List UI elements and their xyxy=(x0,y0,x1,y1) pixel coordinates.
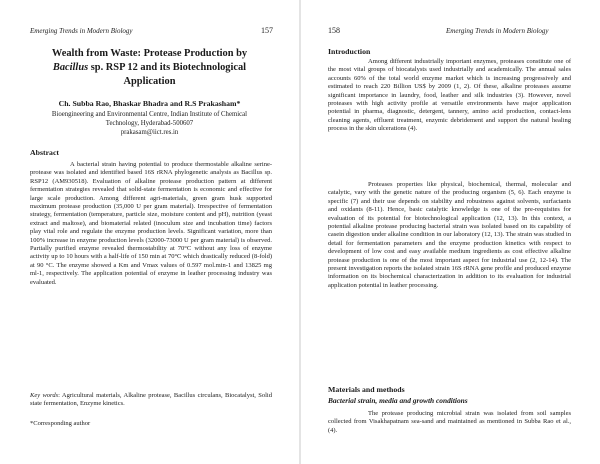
title-genus: Bacillus xyxy=(52,62,89,73)
title-line-2-rest: sp. RSP 12 and its Biotechnological xyxy=(90,62,247,73)
keywords xyxy=(30,392,272,409)
abstract-heading: Abstract xyxy=(30,148,60,157)
abstract-text: A bacterial strain having potential to produce thermostable alkaline serine-protease was isolated and identified based 16S rRNA phylogenetic analysis as Bacillus sp. RSP12 (AM930518). Evaluation of alkaline protease production pattern at different fermentation strategies revealed that solid-state fermentation is economic and effective for large scale production. Among different agri-materials, green gram husk supported maximum protease production (35,000 U per gram material). Irrespective of fermentation strategy, fermentation (temperature, particle size, moisture content and pH), nutrition (yeast extract and maltose), and biomaterial related (inoculum size and incubation time) factors play vital role and regulate the enzyme production levels. Significant variation, more than 100% increase in enzyme production levels (32000-73000 U per gram material) is observed. Partially purified enzyme revealed thermostability at 70°C without any loss of enzyme activity up to 10 hours with a half-life of 150 min at 70°C which drastically reduced (8-fold) at 90 °C. The enzyme showed a Km and Vmax values of 0.597 mol.min-1 and 13825 mg ml-1, respectively. The application potential of enzyme in leather processing industry was evaluated. xyxy=(30,161,272,286)
introduction-paragraph-1: Among different industrially important enzymes, proteases constitute one of the most vital groups of biocatalysts used industrially and academically. The annual sales accounts 60% of the total world enzyme market which is increasing progressively and estimated to reach 220 Billion US$ by 2009 (1, 2). Of these, alkaline proteases assume significant importance in laundry, food, leather and silk industries (3). However, novel proteases with high activity profile at versatile environments have major application potential in pharma, diagnostic, detergent, tannery, amino acid production, contact-lens cleaning agents, effluent treatment, enzymic debridement and support the natural healing process in the skin ulcerations (4). xyxy=(328,58,571,133)
affiliation xyxy=(34,110,265,138)
affiliation-line-2: Technology, Hyderabad-500607 xyxy=(105,120,194,128)
right-page xyxy=(301,0,600,464)
title-line-1: Wealth from Waste: Protease Production by xyxy=(51,48,248,59)
introduction-paragraph-2: Proteases properties like physical, biochemical, thermal, molecular and catalytic, vary with the genetic nature of the producing organism (5, 6). Each enzyme is specific (7) and their use depends on stability and robustness against solvents, surfactants and oxidants (8-11). Hence, basic catalytic knowledge is one of the pre-requisites for evaluation of its potential for biotechnological application (12, 13). In this context, a potential alkaline protease producing bacterial strain was isolated based on its capability of casein digestion under alkaline condition in our laboratory (12, 13). The strain was studied in detail for fermentation parameters and the enzyme production kinetics with respect to development of low cost and easy available medium ingredients as cost effective alkaline protease production is one of the most important aspect for industrial use (2, 12-14). The present investigation reports the isolated strain 16S rRNA gene profile and produced enzyme information on its biochemical characterization in addition to its evaluation for industrial application potential in leather processing. xyxy=(328,181,571,289)
keywords-label: Key words xyxy=(30,392,59,399)
page-number-left: 157 xyxy=(261,26,273,35)
methods-paragraph: The protease producing microbial strain was isolated from soil samples collected from Visakhapatnam sea-sand and maintained as mentioned in Subba Rao et al., (4). xyxy=(328,410,571,434)
title-line-2 xyxy=(28,61,271,75)
paper-title xyxy=(28,47,271,89)
author-email: prakasam@iict.res.in xyxy=(120,129,179,137)
affiliation-line-1: Bioengineering and Environmental Centre, Indian Institute of Chemical xyxy=(51,111,248,118)
methods-subheading: Bacterial strain, media and growth conditions xyxy=(328,396,468,405)
page-number-right: 158 xyxy=(328,26,340,35)
title-line-3: Application xyxy=(123,76,176,87)
running-head-right: Emerging Trends in Modern Biology xyxy=(446,27,549,35)
keywords-list: : Agricultural materials, Alkaline protease, Bacillus circulans, Biocatalyst, Solid state fermentation, Enzyme kinetics. xyxy=(30,392,272,408)
introduction-heading: Introduction xyxy=(328,47,371,56)
methods-heading: Materials and methods xyxy=(328,385,405,394)
author-list: Ch. Subba Rao, Bhaskar Bhadra and R.S Prakasham* xyxy=(58,99,241,108)
left-page xyxy=(0,0,299,464)
corresponding-author-note: *Corresponding author xyxy=(30,420,91,427)
running-head-left: Emerging Trends in Modern Biology xyxy=(30,27,133,35)
